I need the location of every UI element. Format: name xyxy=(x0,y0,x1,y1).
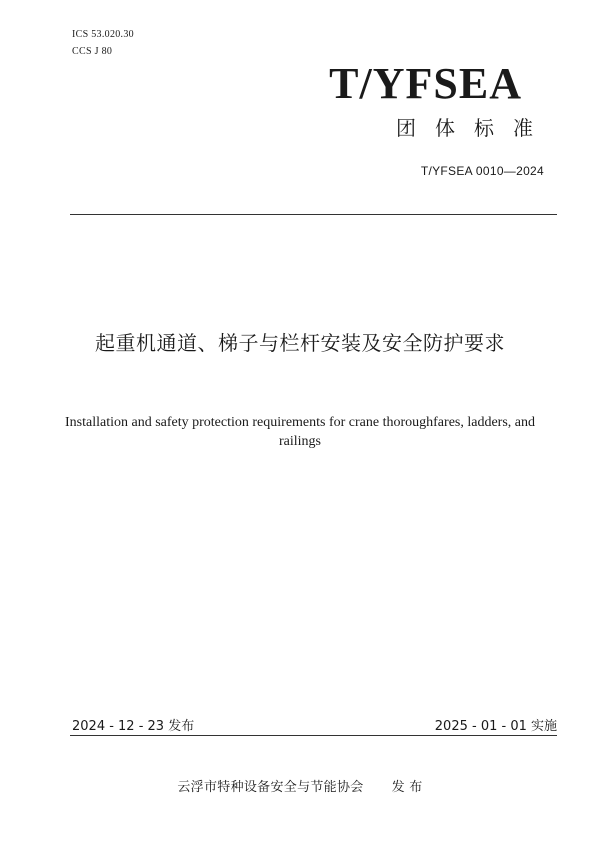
issuer-line xyxy=(0,776,600,795)
issuer-organization: 云浮市特种设备安全与节能协会 xyxy=(177,780,364,795)
header-divider xyxy=(70,214,557,215)
footer-divider xyxy=(70,735,557,736)
effective-date: 2025 - 01 - 01 实施 xyxy=(434,719,557,734)
standard-number: T/YFSEA 0010—2024 xyxy=(420,164,544,178)
title-chinese: 起重机通道、梯子与栏杆安装及安全防护要求 xyxy=(95,331,505,355)
issue-date: 2024 - 12 - 23 发布 xyxy=(72,719,195,734)
title-english: Installation and safety protection requirements for crane thoroughfares, ladders, and railings xyxy=(65,415,535,449)
ics-code: ICS 53.020.30 xyxy=(72,29,134,40)
issuer-action: 发 布 xyxy=(391,780,423,795)
ccs-code: CCS J 80 xyxy=(72,46,113,57)
standard-type: 团体标准 xyxy=(396,116,552,140)
standard-logo: T/YFSEA xyxy=(329,59,522,108)
